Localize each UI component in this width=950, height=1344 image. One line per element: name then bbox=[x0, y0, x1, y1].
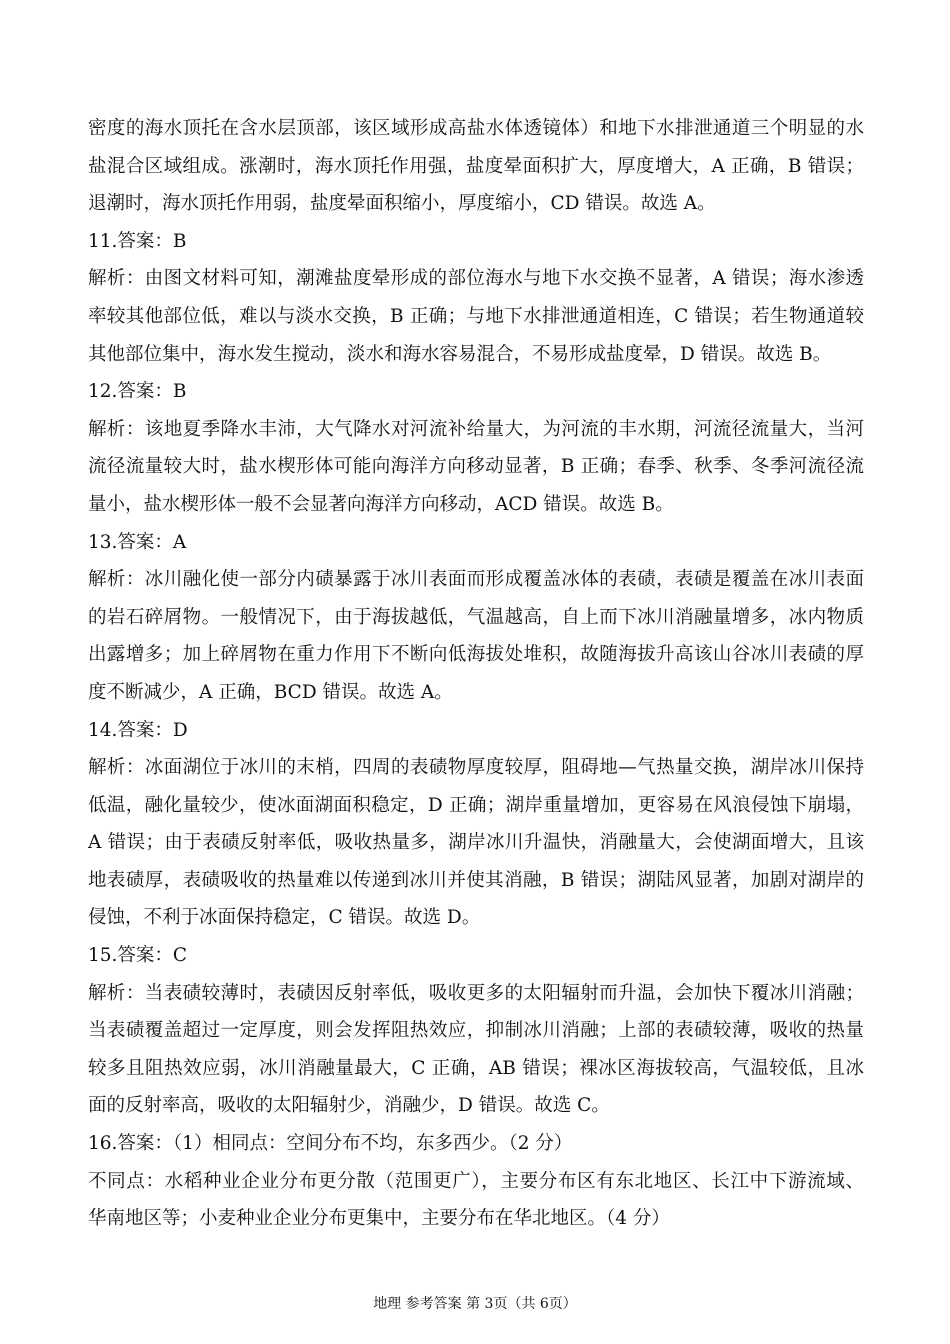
text-line: 退潮时，海水顶托作用弱，盐度晕面积缩小，厚度缩小，CD 错误。故选 A。 bbox=[88, 193, 716, 215]
text-line: 12.答案：B bbox=[88, 381, 187, 403]
text-line: 不同点：水稻种业企业分布更分散（范围更广），主要分布区有东北地区、长江中下游流域、 bbox=[88, 1170, 864, 1192]
text-line: 当表碛覆盖超过一定厚度，则会发挥阻热效应，抑制冰川消融；上部的表碛较薄，吸收的热量 bbox=[88, 1020, 864, 1042]
text-line: 华南地区等；小麦种业企业分布更集中，主要分布在华北地区。（4 分） bbox=[88, 1208, 670, 1230]
document-body bbox=[88, 110, 864, 1238]
text-line: 出露增多；加上碎屑物在重力作用下不断向低海拔处堆积，故随海拔升高该山谷冰川表碛的厚 bbox=[88, 644, 864, 666]
text-line: 14.答案：D bbox=[88, 719, 188, 741]
text-line: 解析：当表碛较薄时，表碛因反射率低，吸收更多的太阳辐射而升温，会加快下覆冰川消融； bbox=[88, 982, 864, 1004]
text-line: 侵蚀，不利于冰面保持稳定，C 错误。故选 D。 bbox=[88, 907, 481, 929]
page-footer: 地理 参考答案 第 3页（共 6页） bbox=[373, 1296, 577, 1312]
text-line: 量小，盐水楔形体一般不会显著向海洋方向移动，ACD 错误。故选 B。 bbox=[88, 493, 674, 515]
text-line: 地表碛厚，表碛吸收的热量难以传递到冰川并使其消融，B 错误；湖陆风显著，加剧对湖岸的 bbox=[88, 869, 864, 891]
text-line: 率较其他部位低，难以与淡水交换，B 正确；与地下水排泄通道相连，C 错误；若生物通道较 bbox=[88, 305, 864, 327]
text-line: 低温，融化量较少，使冰面湖面积稳定，D 正确；湖岸重量增加，更容易在风浪侵蚀下崩塌， bbox=[88, 794, 864, 816]
text-line: 其他部位集中，海水发生搅动，淡水和海水容易混合，不易形成盐度晕，D 错误。故选 B。 bbox=[88, 343, 832, 365]
text-line: 的岩石碎屑物。一般情况下，由于海拔越低，气温越高，自上而下冰川消融量增多，冰内物质 bbox=[88, 606, 864, 628]
text-line: 16.答案：（1）相同点：空间分布不均，东多西少。（2 分） bbox=[88, 1133, 573, 1155]
text-line: 较多且阻热效应弱，冰川消融量最大，C 正确，AB 错误；裸冰区海拔较高，气温较低，且冰 bbox=[88, 1057, 864, 1079]
text-line: 解析：由图文材料可知，潮滩盐度晕形成的部位海水与地下水交换不显著，A 错误；海水渗透 bbox=[88, 268, 864, 290]
text-line: 流径流量较大时，盐水楔形体可能向海洋方向移动显著，B 正确；春季、秋季、冬季河流径流 bbox=[88, 456, 864, 478]
text-line: A 错误；由于表碛反射率低，吸收热量多，湖岸冰川升温快，消融量大，会使湖面增大，且该 bbox=[88, 832, 864, 854]
text-line: 13.答案：A bbox=[88, 531, 187, 553]
text-line: 11.答案：B bbox=[88, 230, 187, 252]
text-line: 盐混合区域组成。涨潮时，海水顶托作用强，盐度晕面积扩大，厚度增大，A 正确，B 错误； bbox=[88, 155, 864, 177]
text-line: 面的反射率高，吸收的太阳辐射少，消融少，D 错误。故选 C。 bbox=[88, 1095, 610, 1117]
text-line: 解析：冰川融化使一部分内碛暴露于冰川表面而形成覆盖冰体的表碛，表碛是覆盖在冰川表面 bbox=[88, 569, 864, 591]
text-line: 解析：该地夏季降水丰沛，大气降水对河流补给量大，为河流的丰水期，河流径流量大，当河 bbox=[88, 418, 864, 440]
text-line: 密度的海水顶托在含水层顶部，该区域形成高盐水体透镜体）和地下水排泄通道三个明显的水 bbox=[88, 118, 864, 139]
text-line: 度不断减少，A 正确，BCD 错误。故选 A。 bbox=[88, 681, 453, 703]
text-line: 15.答案：C bbox=[88, 945, 188, 967]
text-line: 解析：冰面湖位于冰川的末梢，四周的表碛物厚度较厚，阻碍地—气热量交换，湖岸冰川保持 bbox=[88, 757, 864, 779]
